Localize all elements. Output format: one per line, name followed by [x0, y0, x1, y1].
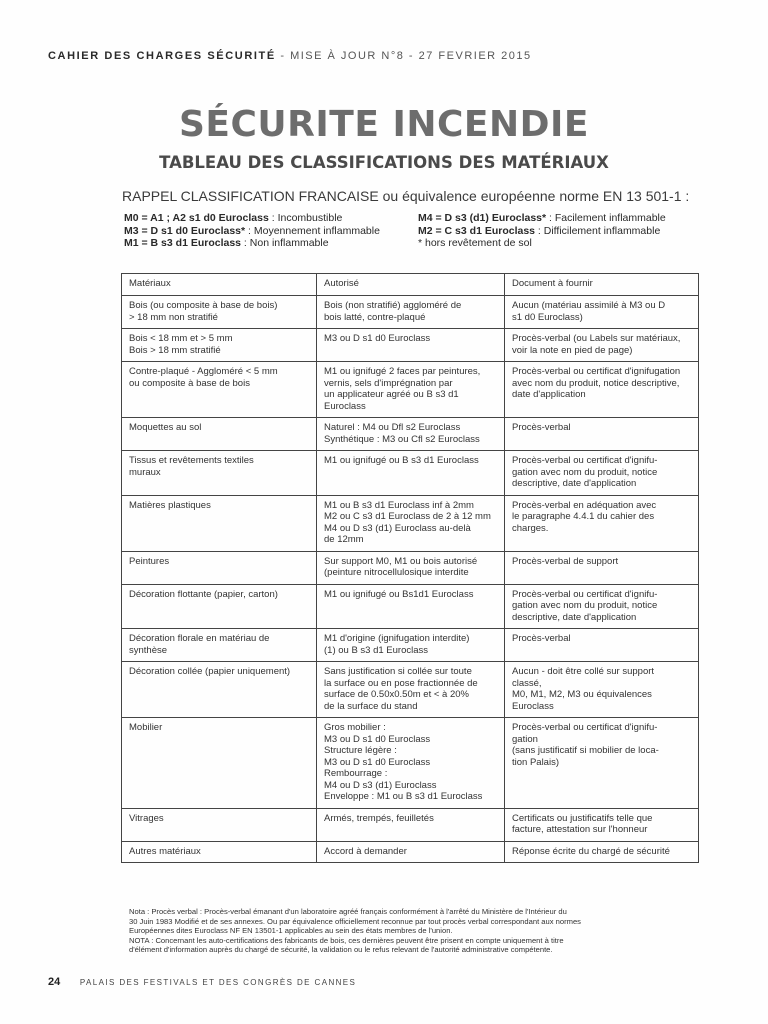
cell-document: Procès-verbal ou certificat d'ignifu- gation avec nom du produit, notice descriptive, date d'application [505, 451, 699, 496]
cell-material: Décoration florale en matériau de synthèse [122, 629, 317, 662]
cell-document: Procès-verbal en adéquation avec le paragraphe 4.4.1 du cahier des charges. [505, 495, 699, 551]
table-body [122, 296, 699, 863]
classification-reminder: RAPPEL CLASSIFICATION FRANCAISE ou équivalence européenne norme EN 13 501-1 : [122, 188, 690, 204]
cell-authorized: Armés, trempés, feuilletés [317, 808, 505, 841]
legend-desc: : Difficilement inflammable [535, 224, 661, 237]
cell-authorized: Naturel : M4 ou Dfl s2 Euroclass Synthétique : M3 ou Cfl s2 Euroclass [317, 418, 505, 451]
legend-entry [418, 237, 666, 250]
cell-material: Tissus et revêtements textiles muraux [122, 451, 317, 496]
legend-right [418, 212, 666, 250]
cell-material: Moquettes au sol [122, 418, 317, 451]
footnote-nota-auto-certification: NOTA : Concernant les auto-certifications des fabricants de bois, ces dernières peuvent être prisent en compte uniquement à titre d'élément d'information auprès du chargé de sécurité, la validation ou le refus relevant de l'autorité administrative compétente. [129, 935, 564, 955]
cell-material: Bois (ou composite à base de bois) > 18 mm non stratifié [122, 296, 317, 329]
legend-entry [418, 212, 666, 225]
footer-venue-name: PALAIS DES FESTIVALS ET DES CONGRÈS DE CANNES [79, 978, 357, 987]
cell-document: Réponse écrite du chargé de sécurité [505, 841, 699, 863]
column-header-authorized: Autorisé [317, 274, 505, 296]
legend-entry [124, 212, 380, 225]
cell-material: Autres matériaux [122, 841, 317, 863]
legend-entry [418, 225, 666, 238]
cell-document: Certificats ou justificatifs telle que facture, attestation sur l'honneur [505, 808, 699, 841]
legend-entry [124, 237, 380, 250]
table-row [122, 362, 699, 418]
table-row [122, 495, 699, 551]
cell-authorized: M3 ou D s1 d0 Euroclass [317, 329, 505, 362]
table-row [122, 808, 699, 841]
materials-classification-table [121, 273, 699, 863]
footnote-nota-proces-verbal: Nota : Procès verbal : Procès-verbal émanant d'un laboratoire agréé français conformément à l'arrêté du Ministère de l'Intérieur du 30 Juin 1983 Modifié et de ses annexes. Ou par équivalence officiellement reconnue par tout procès verbal correspondant aux normes Européennes dites Euroclass NF EN 13501-1 applicables au sein des états membres de l'union. [129, 907, 581, 936]
cell-document: Procès-verbal [505, 629, 699, 662]
cell-material: Vitrages [122, 808, 317, 841]
legend-desc: : Non inflammable [241, 237, 329, 249]
legend-code: M2 = C s3 d1 Euroclass [418, 224, 536, 237]
footnote [129, 907, 705, 955]
column-header-materials: Matériaux [122, 274, 317, 296]
table-row [122, 662, 699, 718]
cell-material: Bois < 18 mm et > 5 mm Bois > 18 mm stratifié [122, 329, 317, 362]
cell-material: Matières plastiques [122, 495, 317, 551]
page-number: 24 [48, 976, 61, 988]
header-update-info: - MISE À JOUR N°8 - 27 FEVRIER 2015 [280, 50, 532, 62]
legend-entry [124, 225, 380, 238]
table-row [122, 584, 699, 629]
cell-material: Peintures [122, 551, 317, 584]
cell-authorized: M1 ou ignifugé 2 faces par peintures, vernis, sels d'imprégnation par un applicateur agréé ou B s3 d1 Euroclass [317, 362, 505, 418]
cell-document: Procès-verbal de support [505, 551, 699, 584]
legend-desc: : Facilement inflammable [546, 212, 666, 224]
cell-material: Décoration collée (papier uniquement) [122, 662, 317, 718]
table-row [122, 841, 699, 863]
legend-code: M4 = D s3 (d1) Euroclass* [418, 212, 547, 224]
legend-left [124, 212, 380, 250]
page-subtitle: TABLEAU DES CLASSIFICATIONS DES MATÉRIAUX [159, 153, 609, 172]
page-title: SÉCURITE INCENDIE [178, 104, 589, 145]
cell-document: Procès-verbal (ou Labels sur matériaux, voir la note en pied de page) [505, 329, 699, 362]
table-row [122, 451, 699, 496]
cell-authorized: Sur support M0, M1 ou bois autorisé (peinture nitrocellulosique interdite [317, 551, 505, 584]
cell-document: Procès-verbal ou certificat d'ignifugation avec nom du produit, notice descriptive, date d'application [505, 362, 699, 418]
cell-material: Contre-plaqué - Aggloméré < 5 mm ou composite à base de bois [122, 362, 317, 418]
legend-desc: * hors revêtement de sol [418, 237, 532, 249]
cell-authorized: M1 ou ignifugé ou Bs1d1 Euroclass [317, 584, 505, 629]
page-footer [48, 976, 356, 988]
table-row [122, 718, 699, 809]
table-row [122, 551, 699, 584]
cell-document: Procès-verbal [505, 418, 699, 451]
table-header-row [122, 274, 699, 296]
table-row [122, 296, 699, 329]
cell-material: Décoration flottante (papier, carton) [122, 584, 317, 629]
legend-desc: : Moyennement inflammable [245, 224, 380, 237]
cell-authorized: M1 ou B s3 d1 Euroclass inf à 2mm M2 ou C s3 d1 Euroclass de 2 à 12 mm M4 ou D s3 (d1) Euroclass au-delà de 12mm [317, 495, 505, 551]
table-row [122, 629, 699, 662]
legend-code: M0 = A1 ; A2 s1 d0 Euroclass [124, 212, 269, 224]
cell-document: Aucun (matériau assimilé à M3 ou D s1 d0 Euroclass) [505, 296, 699, 329]
cell-material: Mobilier [122, 718, 317, 809]
header-document-title: CAHIER DES CHARGES SÉCURITÉ [48, 50, 276, 62]
legend-code: M1 = B s3 d1 Euroclass [124, 237, 242, 249]
legend-desc: : Incombustible [268, 212, 343, 224]
table-row [122, 329, 699, 362]
running-header [48, 50, 532, 62]
cell-document: Procès-verbal ou certificat d'ignifu- gation avec nom du produit, notice descriptive, date d'application [505, 584, 699, 629]
cell-authorized: Gros mobilier : M3 ou D s1 d0 Euroclass Structure légère : M3 ou D s1 d0 Euroclass Rembourrage : M4 ou D s3 (d1) Euroclass Enveloppe : M1 ou B s3 d1 Euroclass [317, 718, 505, 809]
table-row [122, 418, 699, 451]
cell-authorized: Sans justification si collée sur toute la surface ou en pose fractionnée de surface de 0.50x0.50m et < à 20% de la surface du stand [317, 662, 505, 718]
cell-document: Procès-verbal ou certificat d'ignifu- gation (sans justificatif si mobilier de loca- tion Palais) [505, 718, 699, 809]
cell-authorized: M1 ou ignifugé ou B s3 d1 Euroclass [317, 451, 505, 496]
column-header-document: Document à fournir [505, 274, 699, 296]
cell-document: Aucun - doit être collé sur support classé, M0, M1, M2, M3 ou équivalences Euroclass [505, 662, 699, 718]
legend-code: M3 = D s1 d0 Euroclass* [124, 224, 246, 237]
cell-authorized: Bois (non stratifié) aggloméré de bois latté, contre-plaqué [317, 296, 505, 329]
cell-authorized: M1 d'origine (ignifugation interdite) (1) ou B s3 d1 Euroclass [317, 629, 505, 662]
cell-authorized: Accord à demander [317, 841, 505, 863]
